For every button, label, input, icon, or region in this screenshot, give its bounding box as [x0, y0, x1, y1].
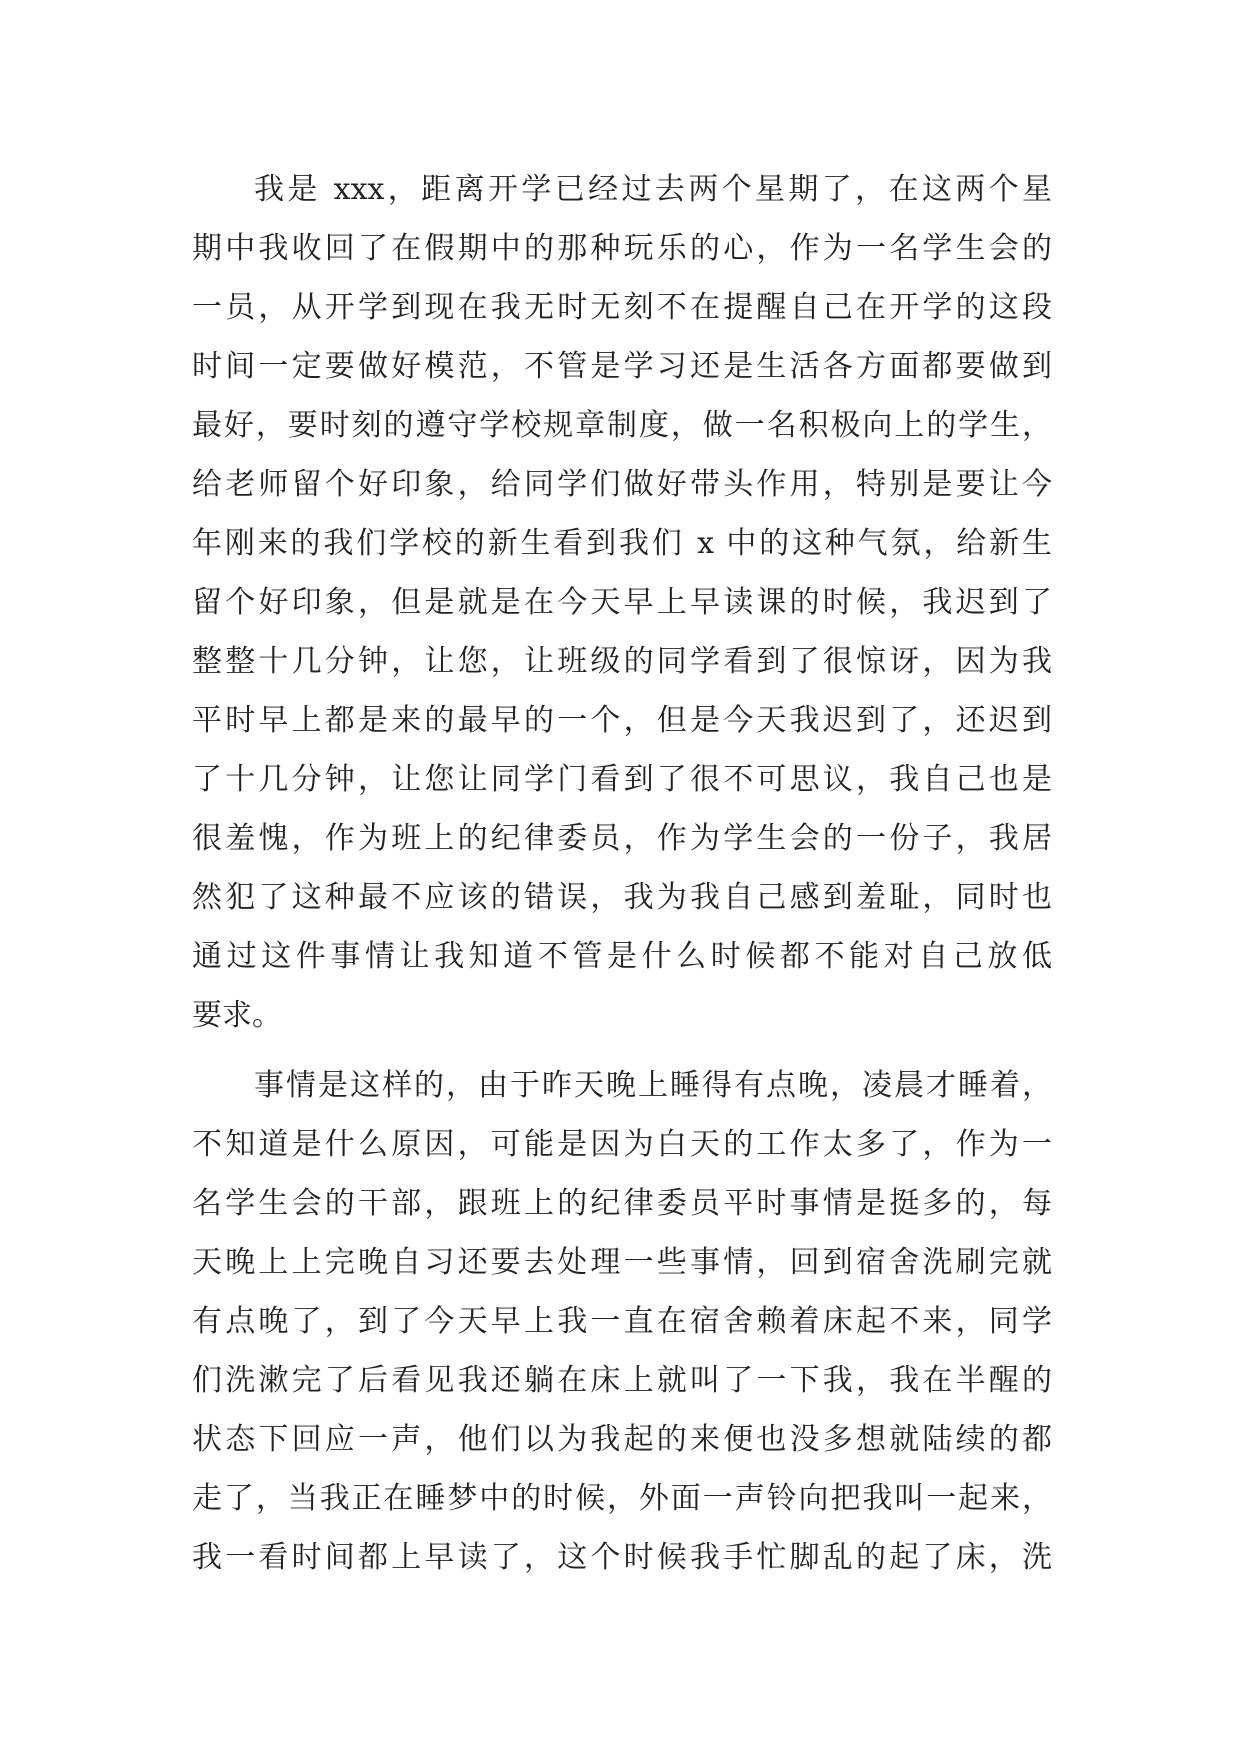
- text-line: 状态下回应一声，他们以为我起的来便也没多想就陆续的都: [192, 1422, 1052, 1457]
- text-line: 年刚来的我们学校的新生看到我们 x 中的这种气氛，给新生: [192, 526, 1052, 561]
- text-line: 时间一定要做好模范，不管是学习还是生活各方面都要做到: [192, 349, 1052, 384]
- text-line: 名学生会的干部，跟班上的纪律委员平时事情是挺多的，每: [192, 1186, 1052, 1221]
- text-line: 们洗漱完了后看见我还躺在床上就叫了一下我，我在半醒的: [192, 1363, 1052, 1398]
- text-line: 了十几分钟，让您让同学门看到了很不可思议，我自己也是: [192, 762, 1052, 797]
- text-line: 留个好印象，但是就是在今天早上早读课的时候，我迟到了: [192, 585, 1052, 620]
- text-line: 一员，从开学到现在我无时无刻不在提醒自己在开学的这段: [192, 290, 1052, 325]
- text-line: 事情是这样的，由于昨天晚上睡得有点晚，凌晨才睡着，: [254, 1068, 1052, 1103]
- text-line: 很羞愧，作为班上的纪律委员，作为学生会的一份子，我居: [192, 821, 1052, 856]
- body-text: [192, 160, 1052, 1587]
- text-line: 走了，当我正在睡梦中的时候，外面一声铃向把我叫一起来，: [192, 1481, 1052, 1516]
- text-line: 通过这件事情让我知道不管是什么时候都不能对自己放低: [192, 939, 1052, 974]
- text-line: 我一看时间都上早读了，这个时候我手忙脚乱的起了床，洗: [192, 1540, 1052, 1575]
- text-line: 要求。: [192, 998, 282, 1033]
- text-line: 然犯了这种最不应该的错误，我为我自己感到羞耻，同时也: [192, 880, 1052, 915]
- paragraph-spacer: [192, 1045, 1052, 1056]
- text-line: 最好，要时刻的遵守学校规章制度，做一名积极向上的学生，: [192, 408, 1052, 443]
- text-line: 天晚上上完晚自习还要去处理一些事情，回到宿舍洗刷完就: [192, 1245, 1052, 1280]
- text-line: 平时早上都是来的最早的一个，但是今天我迟到了，还迟到: [192, 703, 1052, 738]
- text-line: 整整十几分钟，让您，让班级的同学看到了很惊讶，因为我: [192, 644, 1052, 679]
- text-line: 有点晚了，到了今天早上我一直在宿舍赖着床起不来，同学: [192, 1304, 1052, 1339]
- text-line: 不知道是什么原因，可能是因为白天的工作太多了，作为一: [192, 1127, 1052, 1162]
- text-line: 我是 xxx，距离开学已经过去两个星期了，在这两个星: [254, 172, 1052, 207]
- text-line: 给老师留个好印象，给同学们做好带头作用，特别是要让今: [192, 467, 1052, 502]
- text-line: 期中我收回了在假期中的那种玩乐的心，作为一名学生会的: [192, 231, 1052, 266]
- paragraph-2: [192, 1056, 1052, 1587]
- paragraph-1: [192, 160, 1052, 1045]
